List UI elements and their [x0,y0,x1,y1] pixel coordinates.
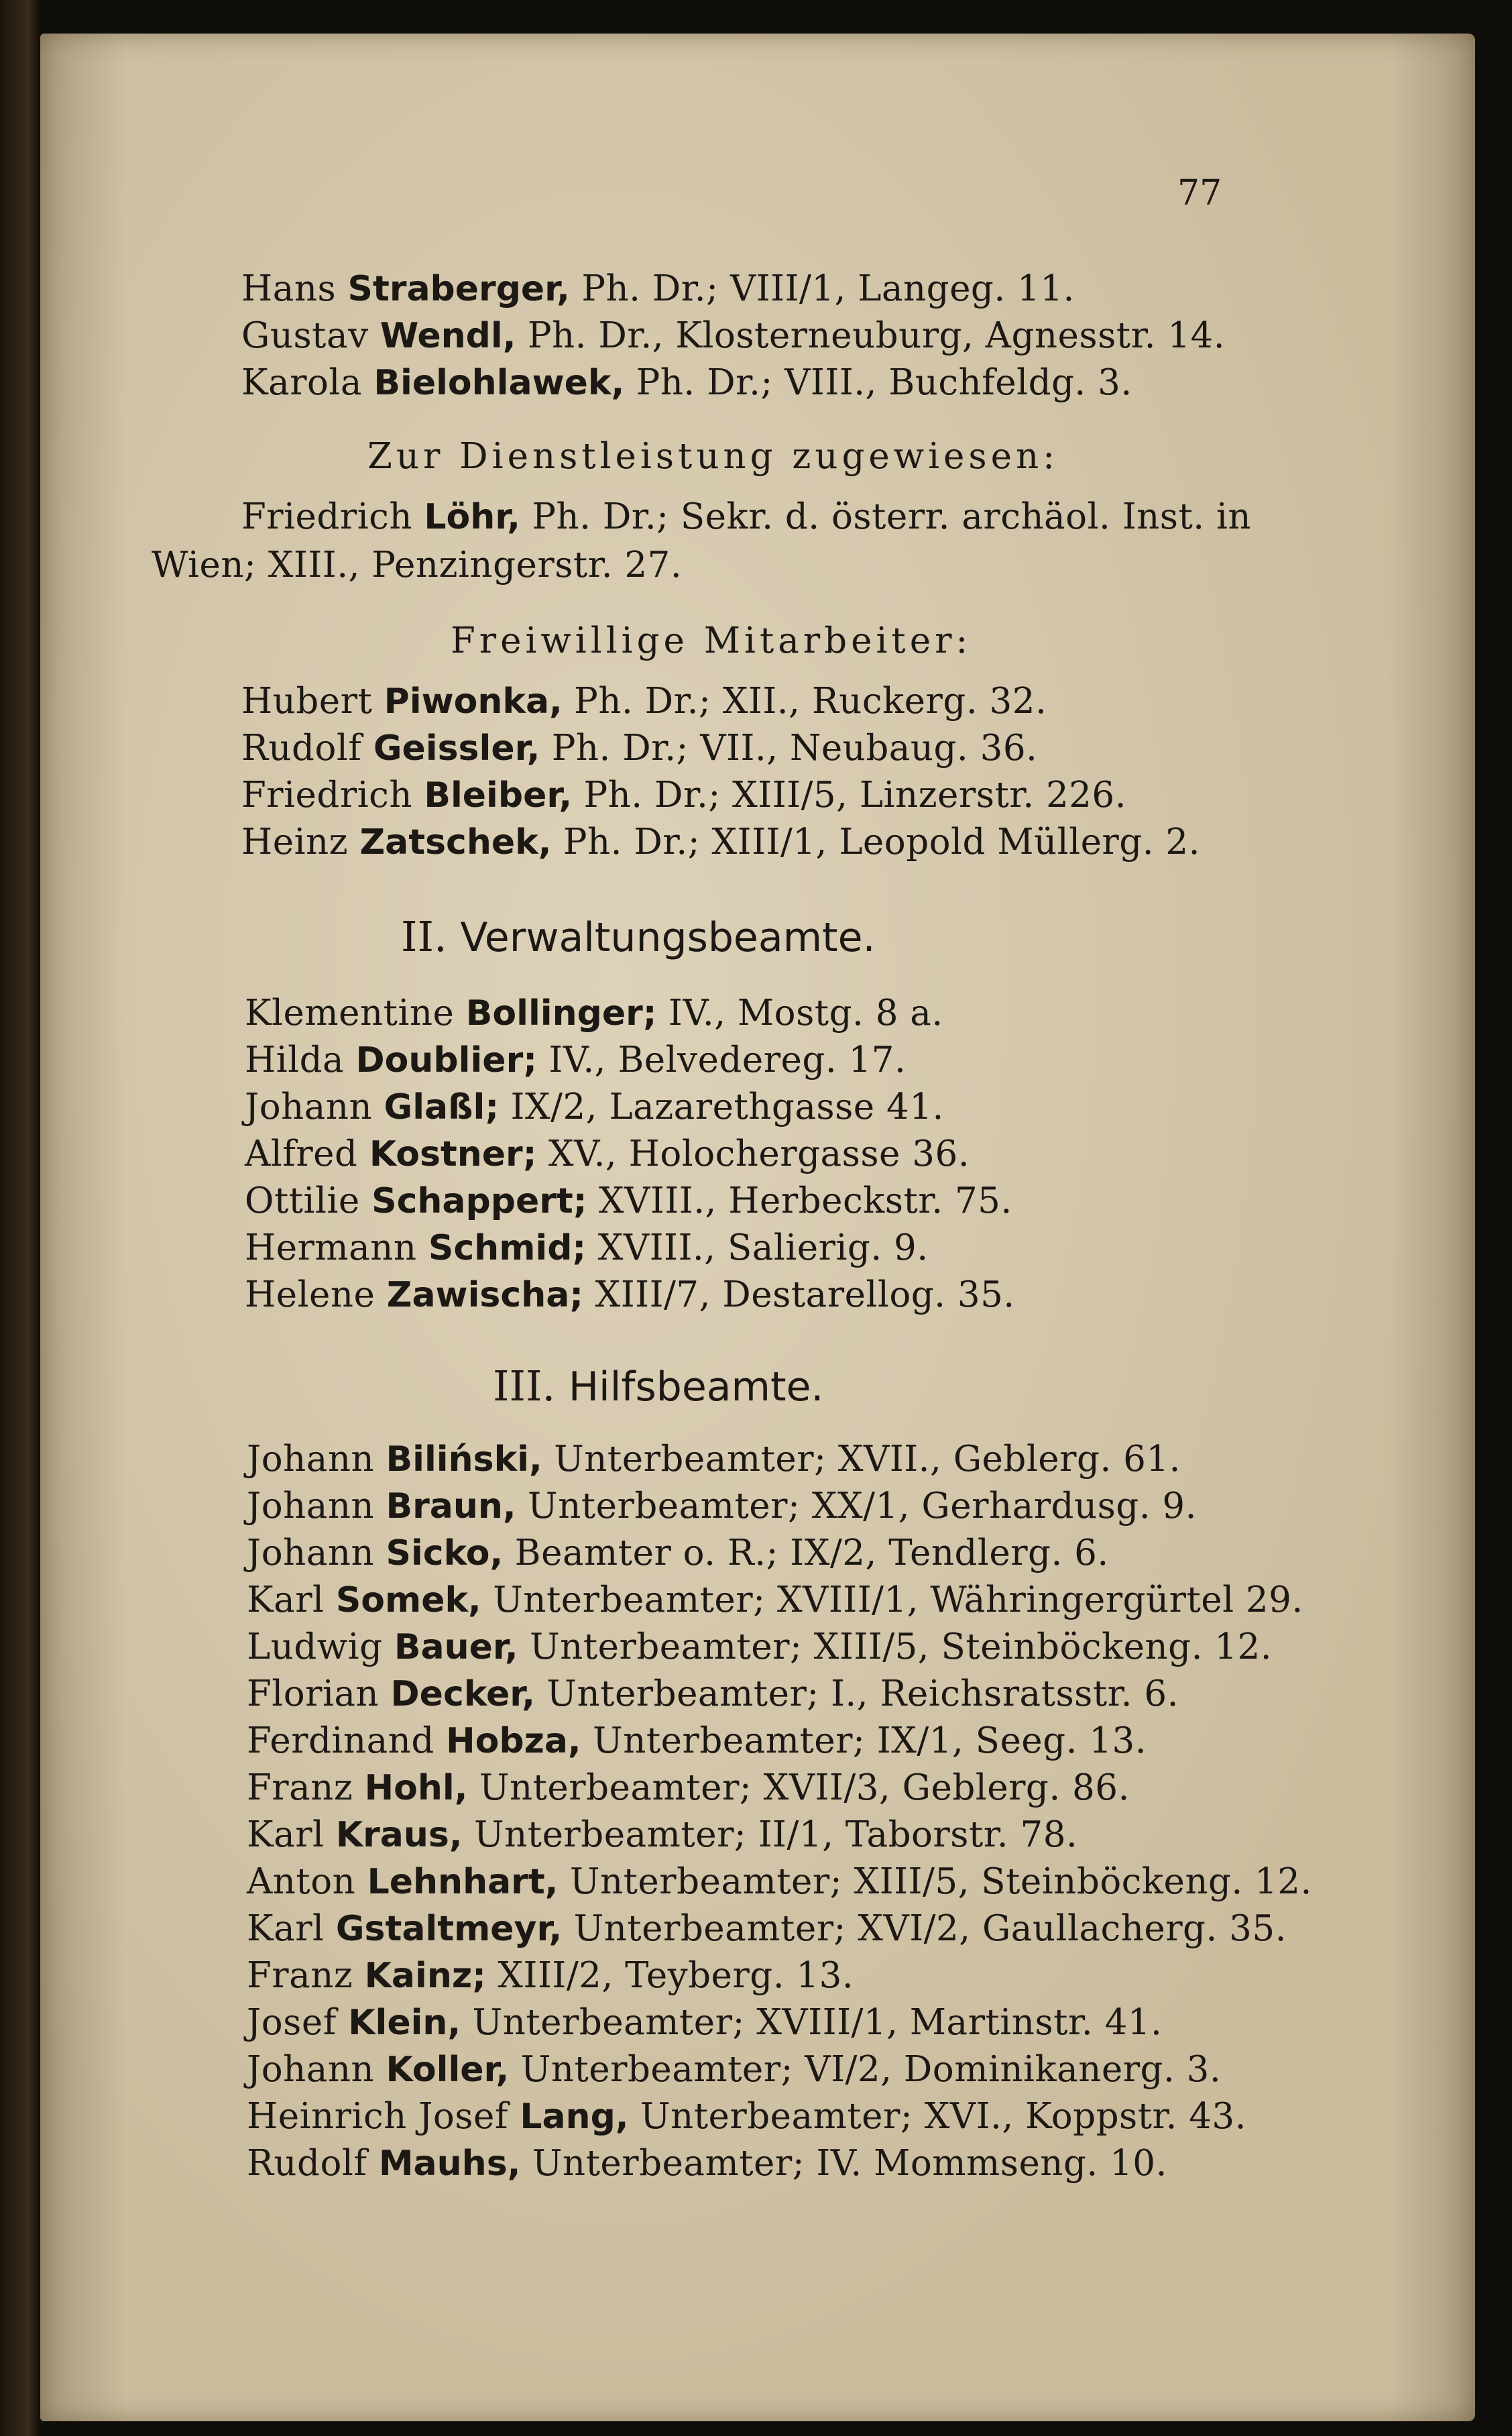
subsection-heading: Freiwillige Mitarbeiter: [451,620,972,661]
entry-details: Unterbeamter; I., Reichsratsstr. 6. [546,1673,1179,1714]
entry-details: Unterbeamter; VI/2, Dominikanerg. 3. [520,2049,1222,2090]
entry-line [245,1087,944,1127]
first-name: Karola [241,362,362,403]
surname: Doublier; [355,1040,538,1081]
entry-details: Ph. Dr.; VIII/1, Langeg. 11. [581,268,1075,309]
section-heading [401,912,876,961]
entry-details: IX/2, Lazarethgasse 41. [510,1087,944,1127]
entry-line [247,2002,1162,2043]
entry-details: Unterbeamter; II/1, Taborstr. 78. [473,1814,1078,1855]
first-name: Friedrich [241,775,412,816]
entry-details: XV., Holochergasse 36. [548,1133,970,1174]
entry-details: Unterbeamter; IX/1, Seeg. 13. [593,1720,1147,1761]
surname: Mauhs, [378,2144,521,2184]
surname: Lehnhart, [367,1862,559,1902]
surname: Klein, [348,2003,461,2043]
entry-details: Unterbeamter; XVII., Geblerg. 61. [554,1439,1181,1480]
section-title: Hilfsbeamte. [568,1364,824,1410]
entry-details: Unterbeamter; XIII/5, Steinböckeng. 12. [530,1626,1273,1667]
entry-details: Beamter o. R.; IX/2, Tendlerg. 6. [514,1533,1109,1573]
entry-line [247,1626,1272,1667]
entry-details: Unterbeamter; XIII/5, Steinböckeng. 12. [569,1861,1312,1902]
entry-line [241,822,1200,863]
entry-line [241,268,1075,309]
surname: Kainz; [364,1956,486,1996]
entry-details: Ph. Dr.; VIII., Buchfeldg. 3. [636,362,1132,403]
entry-details: Unterbeamter; IV. Mommseng. 10. [532,2143,1167,2184]
entry-line [247,1439,1181,1480]
entry-line [247,1486,1197,1527]
surname: Kraus, [335,1815,463,1855]
surname: Koller, [386,2050,510,2090]
first-name: Helene [245,1274,375,1315]
surname: Löhr, [424,497,520,537]
first-name: Hans [241,268,337,309]
first-name: Karl [247,1580,325,1620]
surname: Zatschek, [359,822,552,863]
first-name: Klementine [245,993,455,1034]
first-name: Heinz [241,822,349,863]
entry-details: Unterbeamter; XVI/2, Gaullacherg. 35. [573,1908,1287,1949]
surname: Wendl, [380,316,516,356]
surname: Piwonka, [384,681,563,722]
entry-continuation: Wien; XIII., Penzingerstr. 27. [152,545,683,586]
surname: Bielohlawek, [373,363,625,403]
entry-details: Ph. Dr.; XII., Ruckerg. 32. [574,681,1047,722]
entry-line [241,315,1225,356]
entry-details: Ph. Dr.; XIII/5, Linzerstr. 226. [583,775,1126,816]
first-name: Friedrich [241,496,412,537]
entry-line [241,775,1126,816]
entry-details: Unterbeamter; XX/1, Gerhardusg. 9. [528,1486,1197,1527]
surname: Bleiber, [424,775,573,816]
first-name: Florian [247,1673,380,1714]
section-numeral: II. [401,912,447,961]
surname: Glaßl; [384,1087,500,1127]
entry-line [247,2049,1221,2090]
entry-details: Unterbeamter; XVI., Koppstr. 43. [640,2096,1246,2137]
first-name: Hermann [245,1227,417,1268]
entry-line [247,1861,1312,1902]
entry-details: XVIII., Herbeckstr. 75. [598,1180,1012,1221]
entry-details: IV., Belvedereg. 17. [548,1040,907,1081]
first-name: Johann [247,1533,375,1573]
surname: Bollinger; [465,993,657,1034]
entry-line [241,362,1132,403]
first-name: Rudolf [241,728,362,769]
first-name: Franz [247,1767,353,1808]
first-name: Ludwig [247,1626,383,1667]
entry-details: Ph. Dr.; Sekr. d. österr. archäol. Inst. in [532,496,1252,537]
surname: Hohl, [364,1768,468,1808]
entry-details: Ph. Dr.; VII., Neubaug. 36. [551,728,1038,769]
page-number: 77 [1177,173,1222,213]
first-name: Johann [247,2049,375,2090]
entry-line [247,1673,1179,1714]
entry-line [241,728,1037,769]
first-name: Johann [245,1087,373,1127]
surname: Braun, [386,1486,516,1527]
first-name: Anton [247,1861,356,1902]
surname: Schappert; [371,1181,587,1221]
surname: Straberger, [347,269,570,309]
entry-details: Unterbeamter; XVIII/1, Martinstr. 41. [472,2002,1163,2043]
entry-line [245,1133,970,1174]
surname: Schmid; [428,1228,587,1268]
first-name: Josef [247,2002,337,2043]
entry-line [247,1814,1078,1855]
entry-line [241,681,1047,722]
entry-line [241,496,1251,537]
entry-line [247,1908,1287,1949]
entry-line [247,2096,1246,2137]
first-name: Alfred [245,1133,358,1174]
surname: Biliński, [386,1439,542,1480]
surname: Hobza, [446,1721,581,1761]
surname: Gstaltmeyr, [335,1909,563,1949]
entry-line [245,1274,1015,1315]
surname: Zawischa; [386,1275,584,1315]
entry-details: Unterbeamter; XVII/3, Geblerg. 86. [479,1767,1130,1808]
entry-line [247,1767,1130,1808]
entry-line [245,993,943,1034]
entry-line [245,1180,1012,1221]
entry-line [247,2143,1167,2184]
first-name: Gustav [241,315,369,356]
first-name: Karl [247,1908,325,1949]
first-name: Rudolf [247,2143,367,2184]
entry-line [247,1720,1147,1761]
section-title: Verwaltungsbeamte. [460,914,876,961]
first-name: Ottilie [245,1180,360,1221]
entry-details: IV., Mostg. 8 a. [668,993,943,1034]
surname: Decker, [390,1674,535,1714]
surname: Geissler, [373,728,540,769]
entry-details: Ph. Dr., Klosterneuburg, Agnesstr. 14. [527,315,1226,356]
surname: Lang, [520,2097,629,2137]
entry-line [247,1580,1303,1620]
surname: Somek, [335,1580,481,1620]
entry-details: XIII/7, Destarellog. 35. [595,1274,1015,1315]
entry-details: XIII/2, Teyberg. 13. [498,1955,854,1996]
first-name: Ferdinand [247,1720,434,1761]
entry-details: Ph. Dr.; XIII/1, Leopold Müllerg. 2. [563,822,1200,863]
first-name: Franz [247,1955,353,1996]
subsection-heading: Zur Dienstleistung zugewiesen: [367,436,1059,477]
first-name: Hilda [245,1040,345,1081]
entry-line [245,1040,906,1081]
entry-details: Unterbeamter; XVIII/1, Währingergürtel 29. [493,1580,1303,1620]
entry-line [247,1533,1109,1573]
first-name: Johann [247,1439,375,1480]
surname: Sicko, [386,1533,504,1573]
first-name: Heinrich Josef [247,2096,508,2137]
entry-details: XVIII., Salierig. 9. [597,1227,929,1268]
entry-line [245,1227,929,1268]
surname: Bauer, [394,1627,518,1667]
section-heading [493,1362,823,1410]
first-name: Hubert [241,681,373,722]
first-name: Johann [247,1486,375,1527]
entry-line [247,1955,854,1996]
first-name: Karl [247,1814,325,1855]
surname: Kostner; [369,1134,537,1174]
section-numeral: III. [493,1362,556,1410]
